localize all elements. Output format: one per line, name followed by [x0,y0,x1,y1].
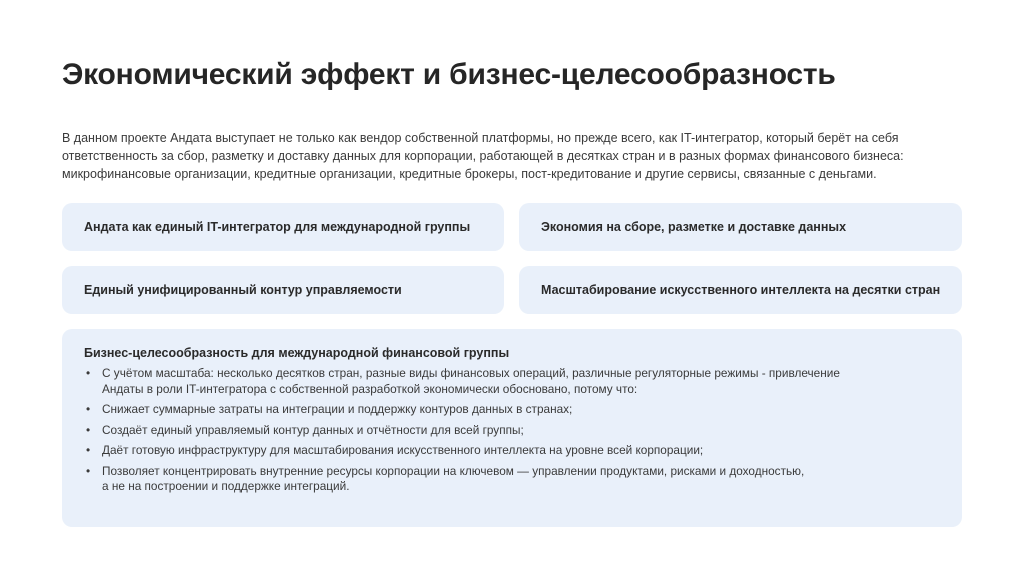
intro-paragraph [62,129,962,183]
card-ai-scaling [519,266,962,314]
list-item [84,443,940,459]
list-item-line: Позволяет концентрировать внутренние ресурсы корпорации на ключевом — управлении продуктами, рисками и доходностью, [102,463,805,478]
business-bullet-list [84,366,940,495]
list-item [84,423,940,439]
intro-line: ответственность за сбор, разметку и доставку данных для корпорации, работающей в десятках стран и в разных формах финансового бизнеса: [62,149,904,163]
intro-line: микрофинансовые организации, кредитные организации, кредитные брокеры, пост-кредитование и другие сервисы, связанные с деньгами. [62,167,877,181]
business-panel-title: Бизнес-целесообразность для международной финансовой группы [84,346,510,360]
list-item-line: Снижает суммарные затраты на интеграции и поддержку контуров данных в странах; [102,402,573,416]
card-label: Единый унифицированный контур управляемости [84,283,402,297]
card-label: Экономия на сборе, разметке и доставке данных [541,220,847,234]
bullet-icon: • [86,463,91,478]
bullet-icon: • [86,422,91,437]
list-item-line: С учётом масштаба: несколько десятков стран, разные виды финансовых операций, различные регуляторные режимы - привлечение [102,366,840,380]
list-item-line: а не на построении и поддержке интеграций. [102,479,350,493]
list-item [84,366,940,397]
list-item [84,402,940,418]
bullet-icon: • [86,366,91,380]
card-label: Андата как единый IT-интегратор для международной группы [84,220,471,234]
business-panel [62,329,962,527]
list-item-line: Андаты в роли IT-интегратора с собственной разработкой экономически обосновано, потому что: [102,381,638,396]
list-item [84,464,940,495]
list-item-line: Даёт готовую инфраструктуру для масштабирования искусственного интеллекта на уровне всей корпорации; [102,443,704,457]
card-label: Масштабирование искусственного интеллекта на десятки стран [541,283,941,297]
bullet-icon: • [86,402,91,416]
page-title: Экономический эффект и бизнес-целесообразность [62,58,836,91]
card-data-savings [519,203,962,251]
card-unified-control [62,266,504,314]
bullet-icon: • [86,443,91,457]
intro-line: В данном проекте Андата выступает не только как вендор собственной платформы, но прежде всего, как IT-интегратор, который берёт на себя [62,131,899,145]
list-item-line: Создаёт единый управляемый контур данных и отчётности для всей группы; [102,422,524,437]
card-it-integrator [62,203,504,251]
